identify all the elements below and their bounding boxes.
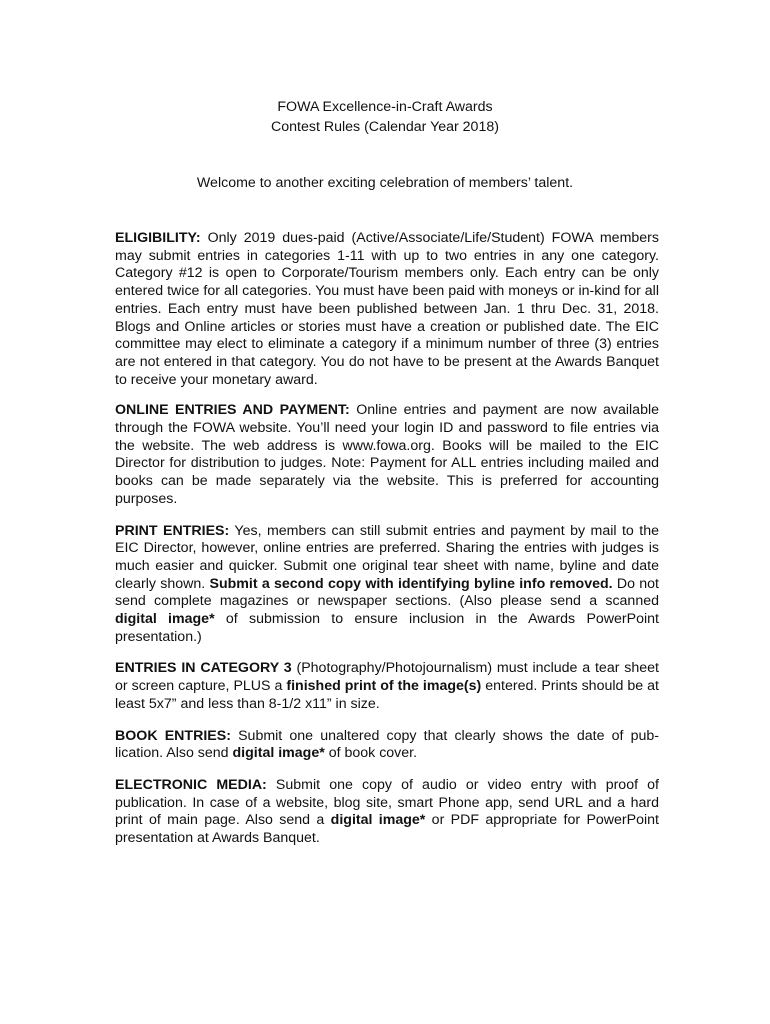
document-subtitle: Contest Rules (Calendar Year 2018) [271, 118, 499, 135]
section-electronic-media [115, 777, 659, 848]
section-category-3 [115, 660, 659, 713]
section-emphasis: finished print of the image(s) [286, 678, 482, 695]
section-heading: BOOK ENTRIES: [115, 727, 231, 744]
section-text: or PDF appropriate for PowerPoint presentation at Awards Banquet. [115, 812, 659, 847]
section-book-entries [115, 728, 659, 763]
section-text: Do not send complete magazines or newspaper sections. (Also please send a scanned [115, 575, 659, 610]
section-emphasis: Submit a second copy with identifying byline info removed. [209, 575, 613, 592]
document-header [0, 98, 770, 137]
section-emphasis: digital image* [115, 611, 215, 628]
section-heading: ONLINE ENTRIES AND PAYMENT: [115, 402, 350, 419]
section-text: (Photography/Photojournalism) must include a tear sheet or screen capture, PLUS a [115, 660, 659, 695]
section-heading: ELECTRONIC MEDIA: [115, 776, 267, 793]
rules-body [115, 230, 659, 862]
section-text: Submit one unaltered copy that clearly shows the date of publication. Also send [115, 727, 660, 762]
section-text: of book cover. [324, 745, 418, 762]
section-text: of submission to ensure inclusion in the Awards PowerPoint presentation.) [115, 611, 659, 645]
section-heading: ELIGIBILITY: [115, 230, 201, 246]
section-emphasis: digital image* [232, 745, 325, 762]
section-emphasis: digital image* [330, 812, 426, 829]
welcome-line: Welcome to another exciting celebration of members’ talent. [196, 175, 574, 191]
section-text: Online entries and payment are now available through the FOWA website. You’ll need your login ID and password to file entries via the website. The web address is www.fowa.org. Books will be mailed to the EIC Director for distribution to judges. Note: Payment for ALL entries including mailed and books can be made separately via the website. This is preferred for accounting purposes. [115, 402, 660, 507]
section-text: Submit one copy of audio or video entry with proof of publication. In case of a website, blog site, smart Phone app, send URL and a hard print of main page. Also send a [115, 776, 659, 829]
section-text: Yes, members can still submit entries and payment by mail to the EIC Director, however, online entries are preferred. Sharing the entries with judges is much easier and quicker. Submit one original tear sheet with name, byline and date clearly shown. [115, 522, 659, 592]
section-online-entries [115, 402, 659, 508]
section-text: Only 2019 dues-paid (Active/Associate/Life/Student) FOWA members may submit entries in categories 1-11 with up to two entries in any one category. Category #12 is open to Corporate/Tourism members only. Each entry can be only entered twice for all categories. You must have been paid with moneys or in-kind for all entries. Each entry must have been published between Jan. 1 thru Dec. 31, 2018. Blogs and Online articles or stories must have a creation or published date. The EIC committee may elect to eliminate a category if a minimum number of three (3) entries are not entered in that category. You do not have to be present at the Awards Banquet to receive your monetary award. [115, 230, 659, 388]
section-heading: ENTRIES IN CATEGORY 3 [115, 660, 292, 677]
section-eligibility [115, 230, 659, 389]
section-print-entries [115, 523, 659, 647]
document-title: FOWA Excellence-in-Craft Awards [277, 99, 493, 115]
section-heading: PRINT ENTRIES: [115, 522, 230, 539]
section-text: entered. Prints should be at least 5x7” and less than 8-1/2 x11” in size. [115, 678, 659, 712]
